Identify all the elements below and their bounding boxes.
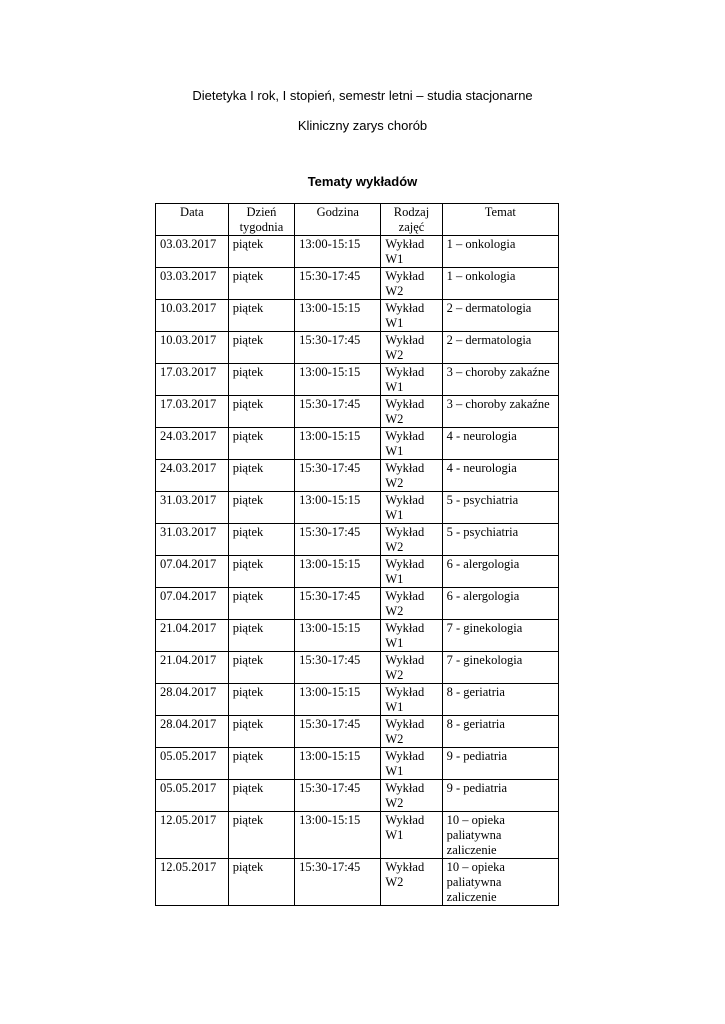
cell-time: 13:00-15:15 (295, 300, 381, 332)
cell-time: 15:30-17:45 (295, 460, 381, 492)
cell-type: Wykład W2 (381, 268, 442, 300)
cell-type: Wykład W2 (381, 780, 442, 812)
cell-topic: 5 - psychiatria (442, 492, 558, 524)
cell-date: 21.04.2017 (156, 652, 229, 684)
cell-day: piątek (228, 460, 294, 492)
cell-date: 05.05.2017 (156, 780, 229, 812)
cell-date: 07.04.2017 (156, 556, 229, 588)
cell-topic: 7 - ginekologia (442, 620, 558, 652)
cell-type: Wykład W1 (381, 684, 442, 716)
cell-date: 12.05.2017 (156, 859, 229, 906)
table-row (156, 364, 559, 396)
cell-date: 07.04.2017 (156, 588, 229, 620)
cell-date: 24.03.2017 (156, 428, 229, 460)
table-row (156, 716, 559, 748)
cell-time: 13:00-15:15 (295, 748, 381, 780)
cell-topic: 6 - alergologia (442, 588, 558, 620)
cell-time: 13:00-15:15 (295, 620, 381, 652)
cell-date: 12.05.2017 (156, 812, 229, 859)
cell-time: 13:00-15:15 (295, 236, 381, 268)
section-heading: Tematy wykładów (307, 174, 418, 189)
table-row (156, 859, 559, 906)
cell-time: 13:00-15:15 (295, 364, 381, 396)
cell-day: piątek (228, 652, 294, 684)
cell-type: Wykład W2 (381, 460, 442, 492)
cell-topic: 4 - neurologia (442, 460, 558, 492)
cell-day: piątek (228, 524, 294, 556)
column-header-date: Data (156, 204, 229, 236)
cell-date: 21.04.2017 (156, 620, 229, 652)
cell-date: 05.05.2017 (156, 748, 229, 780)
cell-day: piątek (228, 428, 294, 460)
document-subtitle: Dietetyka I rok, I stopień, semestr letni – studia stacjonarne (192, 88, 533, 103)
cell-topic: 8 - geriatria (442, 684, 558, 716)
cell-date: 24.03.2017 (156, 460, 229, 492)
course-title: Kliniczny zarys chorób (297, 118, 428, 133)
cell-day: piątek (228, 332, 294, 364)
cell-topic: 2 – dermatologia (442, 332, 558, 364)
cell-date: 31.03.2017 (156, 524, 229, 556)
cell-day: piątek (228, 716, 294, 748)
cell-topic: 7 - ginekologia (442, 652, 558, 684)
table-row (156, 556, 559, 588)
cell-topic: 6 - alergologia (442, 556, 558, 588)
cell-time: 15:30-17:45 (295, 268, 381, 300)
cell-type: Wykład W2 (381, 716, 442, 748)
cell-date: 17.03.2017 (156, 364, 229, 396)
table-row (156, 524, 559, 556)
cell-day: piątek (228, 364, 294, 396)
cell-type: Wykład W2 (381, 588, 442, 620)
cell-day: piątek (228, 684, 294, 716)
cell-date: 03.03.2017 (156, 268, 229, 300)
column-header-type: Rodzaj zajęć (381, 204, 442, 236)
cell-day: piątek (228, 300, 294, 332)
cell-topic: 10 – opieka paliatywna zaliczenie (442, 812, 558, 859)
cell-date: 17.03.2017 (156, 396, 229, 428)
cell-type: Wykład W1 (381, 428, 442, 460)
table-row (156, 812, 559, 859)
cell-day: piątek (228, 748, 294, 780)
lecture-schedule-table (155, 203, 559, 906)
cell-date: 28.04.2017 (156, 684, 229, 716)
cell-type: Wykład W1 (381, 492, 442, 524)
table-header-row (156, 204, 559, 236)
cell-type: Wykład W2 (381, 652, 442, 684)
cell-day: piątek (228, 236, 294, 268)
cell-type: Wykład W2 (381, 332, 442, 364)
table-row (156, 332, 559, 364)
cell-date: 10.03.2017 (156, 300, 229, 332)
cell-day: piątek (228, 812, 294, 859)
cell-time: 15:30-17:45 (295, 780, 381, 812)
cell-topic: 9 - pediatria (442, 780, 558, 812)
cell-type: Wykład W1 (381, 812, 442, 859)
cell-time: 15:30-17:45 (295, 396, 381, 428)
cell-day: piątek (228, 588, 294, 620)
cell-type: Wykład W1 (381, 620, 442, 652)
table-row (156, 684, 559, 716)
table-row (156, 300, 559, 332)
cell-time: 15:30-17:45 (295, 524, 381, 556)
table-row (156, 620, 559, 652)
cell-topic: 1 – onkologia (442, 236, 558, 268)
table-row (156, 780, 559, 812)
cell-time: 15:30-17:45 (295, 588, 381, 620)
table-row (156, 492, 559, 524)
table-row (156, 652, 559, 684)
table-row (156, 588, 559, 620)
cell-type: Wykład W1 (381, 236, 442, 268)
cell-time: 15:30-17:45 (295, 652, 381, 684)
cell-topic: 8 - geriatria (442, 716, 558, 748)
cell-time: 15:30-17:45 (295, 716, 381, 748)
table-row (156, 460, 559, 492)
cell-topic: 4 - neurologia (442, 428, 558, 460)
cell-day: piątek (228, 396, 294, 428)
cell-type: Wykład W2 (381, 396, 442, 428)
cell-date: 28.04.2017 (156, 716, 229, 748)
cell-time: 15:30-17:45 (295, 859, 381, 906)
table-row (156, 428, 559, 460)
table-row (156, 236, 559, 268)
cell-date: 10.03.2017 (156, 332, 229, 364)
cell-type: Wykład W2 (381, 859, 442, 906)
cell-time: 13:00-15:15 (295, 556, 381, 588)
column-header-topic: Temat (442, 204, 558, 236)
cell-type: Wykład W1 (381, 364, 442, 396)
cell-time: 13:00-15:15 (295, 492, 381, 524)
cell-day: piątek (228, 268, 294, 300)
cell-time: 13:00-15:15 (295, 428, 381, 460)
cell-topic: 10 – opieka paliatywna zaliczenie (442, 859, 558, 906)
column-header-day: Dzień tygodnia (228, 204, 294, 236)
cell-type: Wykład W1 (381, 556, 442, 588)
cell-time: 13:00-15:15 (295, 684, 381, 716)
cell-topic: 1 – onkologia (442, 268, 558, 300)
cell-day: piątek (228, 620, 294, 652)
cell-day: piątek (228, 556, 294, 588)
table-row (156, 396, 559, 428)
cell-topic: 2 – dermatologia (442, 300, 558, 332)
cell-topic: 3 – choroby zakaźne (442, 364, 558, 396)
cell-type: Wykład W1 (381, 748, 442, 780)
cell-type: Wykład W2 (381, 524, 442, 556)
cell-date: 03.03.2017 (156, 236, 229, 268)
cell-day: piątek (228, 780, 294, 812)
cell-time: 13:00-15:15 (295, 812, 381, 859)
cell-topic: 3 – choroby zakaźne (442, 396, 558, 428)
table-row (156, 268, 559, 300)
cell-topic: 5 - psychiatria (442, 524, 558, 556)
column-header-time: Godzina (295, 204, 381, 236)
cell-day: piątek (228, 859, 294, 906)
cell-time: 15:30-17:45 (295, 332, 381, 364)
cell-topic: 9 - pediatria (442, 748, 558, 780)
cell-type: Wykład W1 (381, 300, 442, 332)
table-row (156, 748, 559, 780)
cell-day: piątek (228, 492, 294, 524)
cell-date: 31.03.2017 (156, 492, 229, 524)
